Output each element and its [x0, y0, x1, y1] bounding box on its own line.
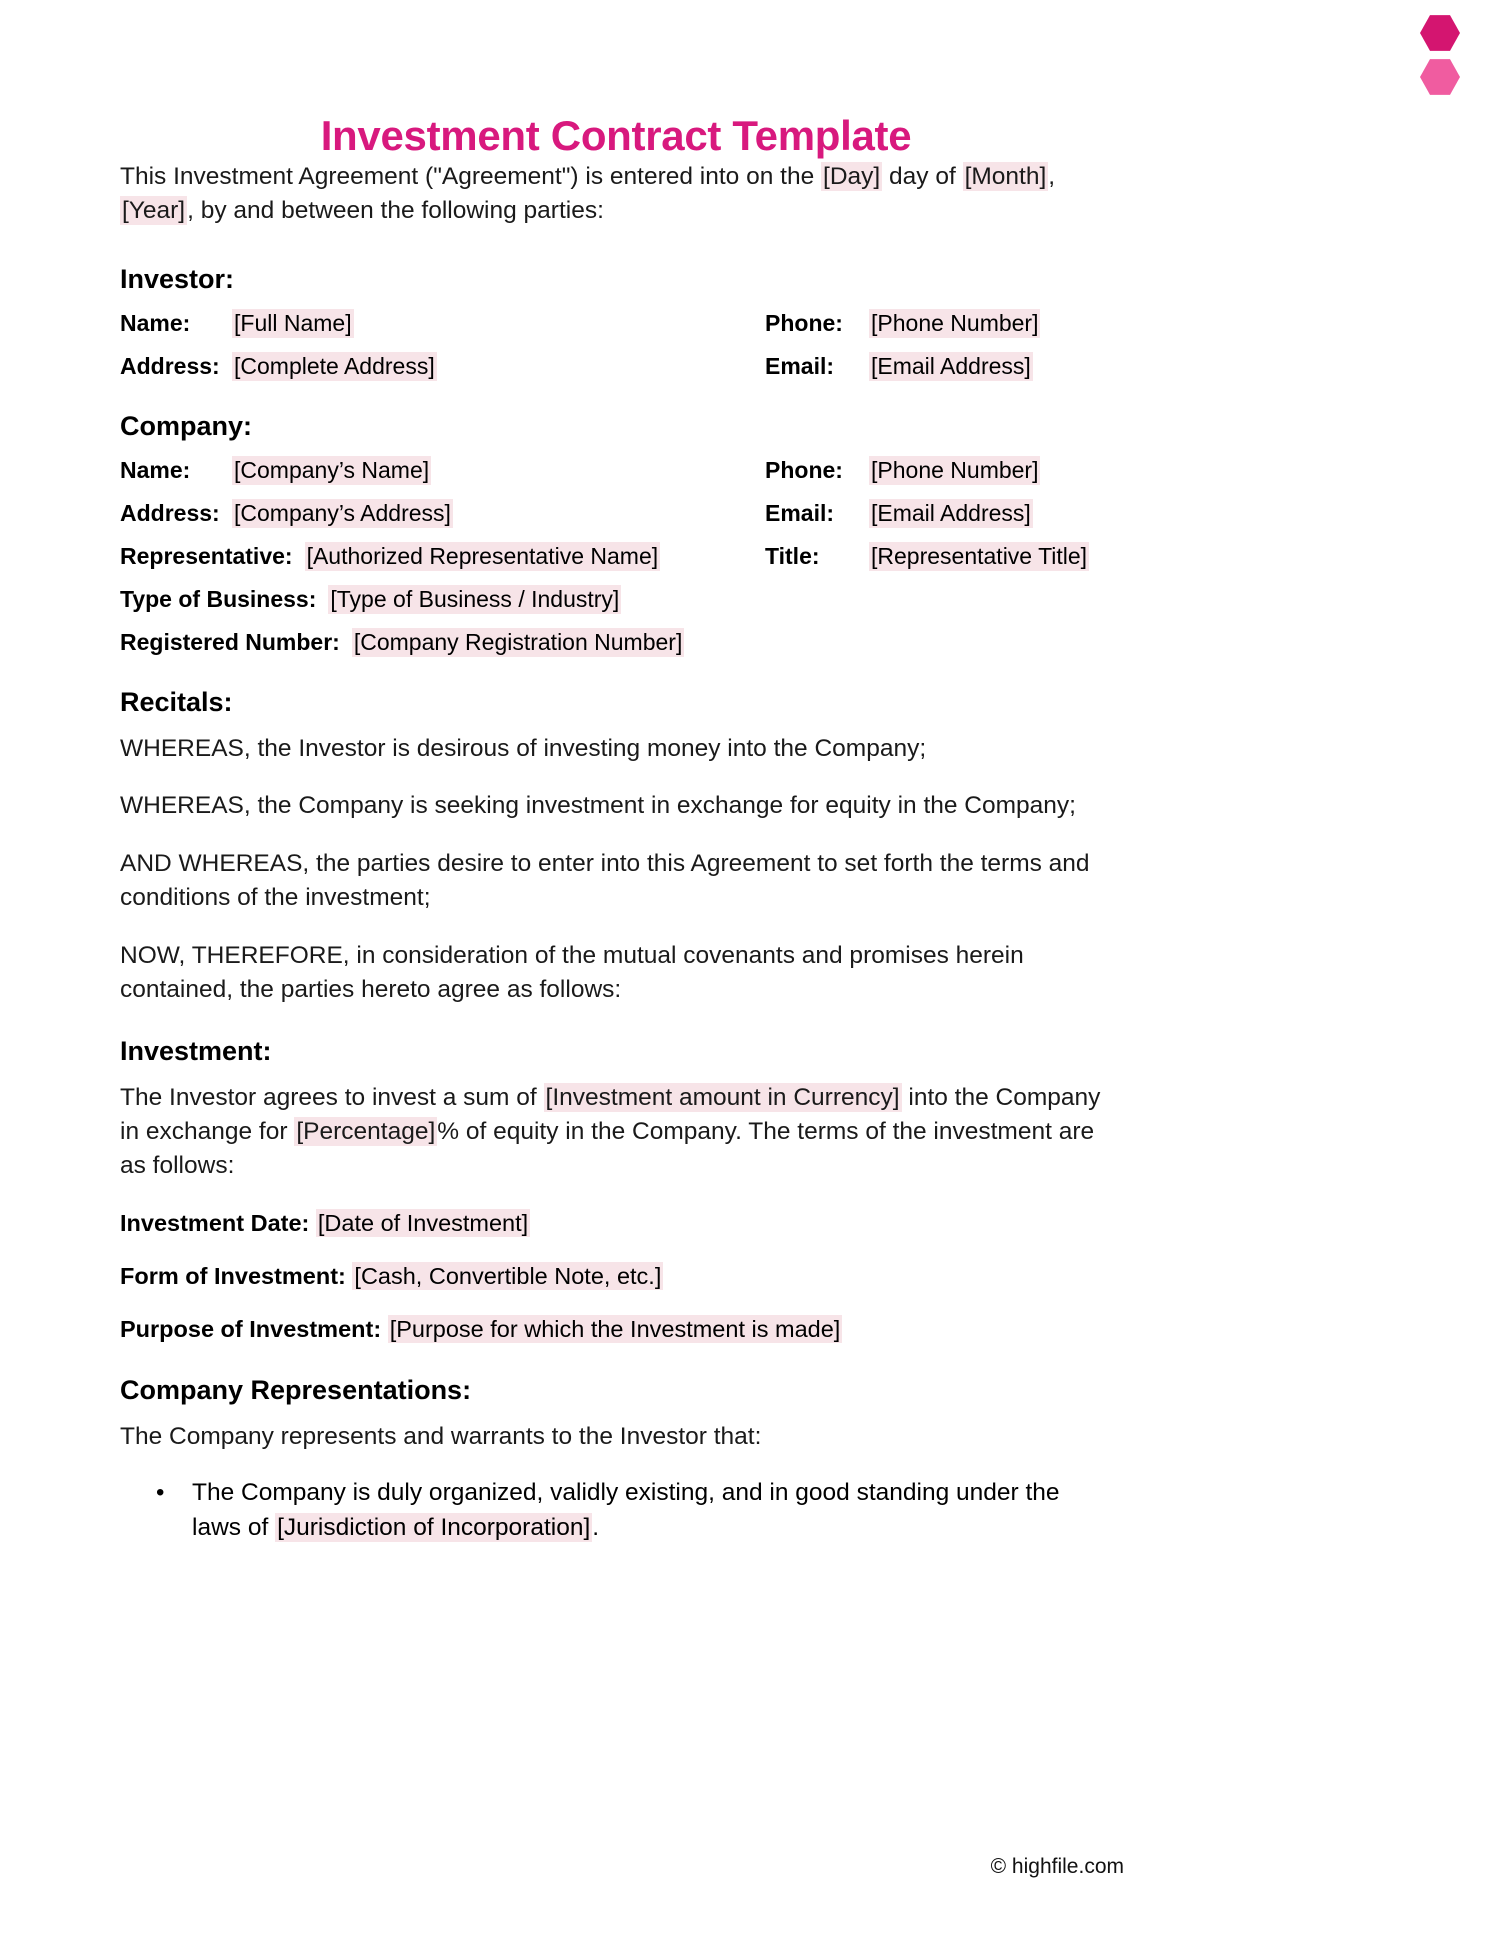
investment-item-purpose-value[interactable]: [Purpose for which the Investment is made]: [389, 1315, 841, 1342]
investor-address-value[interactable]: [Complete Address]: [234, 352, 435, 379]
company-phone-label: Phone:: [765, 456, 843, 483]
company-registered-number-value[interactable]: [Company Registration Number]: [353, 628, 683, 655]
company-representations-lead: The Company represents and warrants to the Investor that:: [120, 1423, 762, 1451]
investment-lead-text-1: The Investor agrees to invest a sum of: [120, 1084, 544, 1112]
footer-copyright: © highfile.com: [990, 1855, 1124, 1878]
recital-paragraph-2: WHEREAS, the Company is seeking investment in exchange for equity in the Company;: [120, 792, 1076, 820]
company-field-registered-number: [120, 628, 765, 657]
company-representative-value[interactable]: [Authorized Representative Name]: [306, 542, 659, 569]
investment-item-form: [120, 1260, 1112, 1293]
intro-text-2: day of: [882, 163, 963, 190]
investment-item-date: [120, 1207, 1112, 1240]
placeholder-year[interactable]: [Year]: [122, 196, 186, 224]
company-representations-list: [120, 1476, 1112, 1546]
hexagon-bottom-icon: [1420, 58, 1460, 96]
placeholder-investment-amount[interactable]: [Investment amount in Currency]: [545, 1084, 900, 1112]
investor-field-email: [765, 352, 1112, 381]
investor-phone-value[interactable]: [Phone Number]: [871, 309, 1039, 336]
company-field-type-of-business: [120, 585, 765, 614]
bullet-text-2: .: [592, 1514, 600, 1542]
document-body: [0, 160, 1232, 1546]
bullet-text-1: The Company is duly organized, validly existing, and in good standing under the laws of: [192, 1479, 1060, 1542]
investor-field-phone: [765, 309, 1112, 338]
investor-email-value[interactable]: [Email Address]: [871, 352, 1031, 379]
investor-email-label: Email:: [765, 352, 835, 379]
company-phone-value[interactable]: [Phone Number]: [871, 456, 1039, 483]
recital-paragraph-1: WHEREAS, the Investor is desirous of investing money into the Company;: [120, 734, 927, 762]
recital-paragraph-3: AND WHEREAS, the parties desire to enter into this Agreement to set forth the terms and conditions of the investment;: [120, 850, 1090, 911]
company-title-value[interactable]: [Representative Title]: [871, 542, 1088, 569]
section-heading-company-representations: Company Representations:: [120, 1375, 472, 1406]
intro-text-3: ,: [1048, 163, 1056, 190]
investment-lead-text-2: into the Company in exchange for: [120, 1084, 1101, 1146]
investor-field-name: [120, 309, 765, 338]
company-field-address: [120, 499, 765, 528]
placeholder-percentage[interactable]: [Percentage]: [296, 1118, 436, 1146]
investor-phone-label: Phone:: [765, 309, 843, 336]
company-address-label: Address:: [120, 499, 220, 526]
placeholder-month[interactable]: [Month]: [964, 163, 1047, 190]
company-name-value[interactable]: [Company’s Name]: [234, 456, 430, 483]
investment-item-form-label: Form of Investment:: [120, 1262, 346, 1289]
investment-item-date-label: Investment Date:: [120, 1209, 310, 1236]
company-row-type-of-business: [120, 585, 1112, 614]
investment-item-form-value[interactable]: [Cash, Convertible Note, etc.]: [354, 1262, 662, 1289]
investor-name-value[interactable]: [Full Name]: [234, 309, 352, 336]
bullet-icon: •: [156, 1479, 165, 1507]
company-field-email: [765, 499, 1112, 528]
company-title-label: Title:: [765, 542, 820, 569]
company-row-registered-number: [120, 628, 1112, 657]
company-field-title: [765, 542, 1112, 571]
company-registered-number-label: Registered Number:: [120, 628, 340, 655]
company-field-phone: [765, 456, 1112, 485]
company-address-value[interactable]: [Company’s Address]: [234, 499, 451, 526]
intro-text-4: , by and between the following parties:: [187, 196, 604, 224]
recital-paragraph-4: NOW, THEREFORE, in consideration of the mutual covenants and promises herein contained, the parties hereto agree as follows:: [120, 941, 1024, 1003]
investor-address-label: Address:: [120, 352, 220, 379]
hexagon-top-icon: [1420, 14, 1460, 52]
company-field-representative: [120, 542, 765, 571]
company-representative-label: Representative:: [120, 542, 293, 569]
company-type-of-business-value[interactable]: [Type of Business / Industry]: [330, 585, 620, 612]
company-row-name: [120, 456, 1112, 485]
investment-lead-text-3: % of equity in the Company. The terms of the investment are as follows:: [120, 1118, 1095, 1179]
placeholder-day[interactable]: [Day]: [823, 163, 881, 190]
section-heading-investor: Investor:: [120, 263, 235, 294]
page-title: Investment Contract Template: [320, 112, 912, 159]
investment-item-purpose: [120, 1313, 1112, 1346]
investor-field-address: [120, 352, 765, 381]
company-email-label: Email:: [765, 499, 835, 526]
section-heading-company: Company:: [120, 410, 253, 441]
investment-item-date-value[interactable]: [Date of Investment]: [317, 1209, 529, 1236]
investor-name-label: Name:: [120, 309, 191, 336]
intro-text-1: This Investment Agreement ("Agreement") is entered into on the: [120, 163, 822, 190]
section-heading-recitals: Recitals:: [120, 686, 233, 717]
company-row-representative: [120, 542, 1112, 571]
intro-paragraph: [120, 160, 1112, 228]
company-name-label: Name:: [120, 456, 191, 483]
list-item: [156, 1476, 1112, 1546]
investment-lead-paragraph: [120, 1081, 1112, 1182]
company-row-address: [120, 499, 1112, 528]
placeholder-jurisdiction[interactable]: [Jurisdiction of Incorporation]: [277, 1514, 591, 1542]
investor-row-address: [120, 352, 1112, 381]
company-type-of-business-label: Type of Business:: [120, 585, 317, 612]
investment-item-purpose-label: Purpose of Investment:: [120, 1315, 382, 1342]
highfile-logo: [1420, 14, 1480, 96]
investor-row-name: [120, 309, 1112, 338]
company-field-name: [120, 456, 765, 485]
section-heading-investment: Investment:: [120, 1036, 272, 1067]
company-email-value[interactable]: [Email Address]: [871, 499, 1031, 526]
